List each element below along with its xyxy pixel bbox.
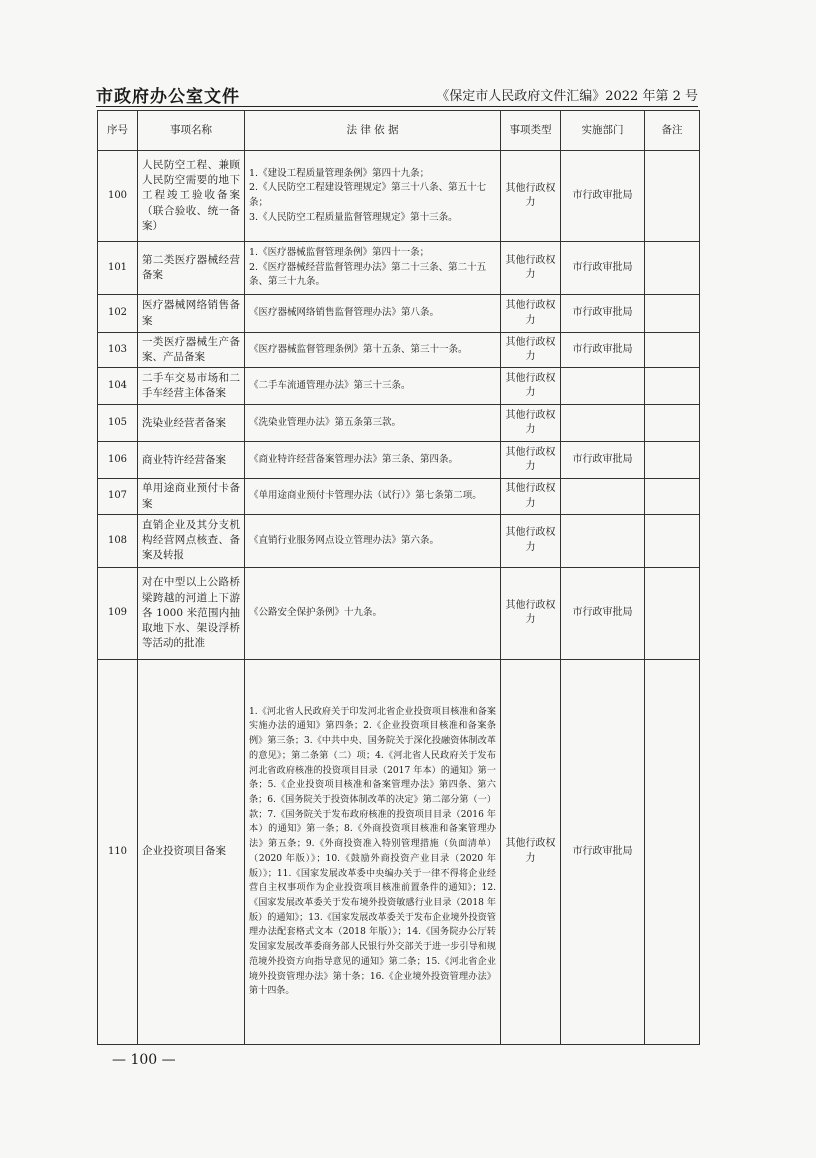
item-name: 一类医疗器械生产备案、产品备案 <box>138 333 245 368</box>
table-row <box>98 514 700 567</box>
row-number: 106 <box>98 442 138 479</box>
basis-line: 《洗染业管理办法》第五条第三款。 <box>249 417 402 429</box>
col-header-type: 事项类型 <box>501 111 561 151</box>
table-row <box>98 479 700 514</box>
table-row <box>98 368 700 405</box>
legal-basis <box>245 514 501 567</box>
remark <box>645 333 700 368</box>
table-header-row <box>98 111 700 151</box>
page-header <box>96 82 698 107</box>
row-number: 102 <box>98 295 138 333</box>
item-name: 单用途商业预付卡备案 <box>138 479 245 514</box>
item-type: 其他行政权力 <box>501 242 561 295</box>
legal-basis: 1.《河北省人民政府关于印发河北省企业投资项目核准和备案实施办法的通知》第四条；2.《企业投资项目核准和备案条例》第三条；3.《中共中央、国务院关于深化投融资体制改革的意见》；第二条第（二）项；4.《河北省人民政府关于发布河北省政府核准的投资项目目录（2017 年本）的通知》第一条；5.《企业投资项目核准和备案管理办法》第四条、第六条；6.《国务院关于投资体制改革的决定》第二部分第（一）款；7.《国务院关于发布政府核准的投资项目目录（2016 年本）的通知》第一条；8.《外商投资项目核准和备案管理办法》第五条；9.《外商投资准入特别管理措施（负面清单）（2020 年版）》；10.《鼓励外商投资产业目录（2020 年版）》；11.《国家发展改革委中央编办关于一律不得将企业经营自主权事项作为企业投资项目核准前置条件的通知》；12.《国家发展改革委关于发布境外投资敏感行业目录（2018 年版）的通知》；13.《国家发展改革委关于发布企业境外投资管理办法配套格式文本（2018 年版）》；14.《国务院办公厅转发国家发展改革委商务部人民银行外交部关于进一步引导和规范境外投资方向指导意见的通知》第二条；15.《河北省企业境外投资管理办法》第十条；16.《企业境外投资管理办法》第十四条。 <box>245 659 501 1044</box>
basis-line: 《直销行业服务网点设立管理办法》第六条。 <box>249 534 440 546</box>
basis-line: 《医疗器械网络销售监督管理办法》第八条。 <box>249 307 440 319</box>
table-row <box>98 442 700 479</box>
remark <box>645 442 700 479</box>
item-type: 其他行政权力 <box>501 479 561 514</box>
remark <box>645 514 700 567</box>
basis-line: 《医疗器械监督管理条例》第十五条、第三十一条。 <box>249 343 468 355</box>
department: 市行政审批局 <box>561 659 645 1044</box>
table-row <box>98 242 700 295</box>
department <box>561 405 645 442</box>
item-name: 企业投资项目备案 <box>138 659 245 1044</box>
basis-line: 《二手车流通管理办法》第三十三条。 <box>249 380 411 392</box>
legal-basis <box>245 242 501 295</box>
remark <box>645 479 700 514</box>
table-row <box>98 151 700 242</box>
remark <box>645 151 700 242</box>
remark <box>645 405 700 442</box>
department: 市行政审批局 <box>561 567 645 659</box>
legal-basis <box>245 333 501 368</box>
table-row <box>98 405 700 442</box>
item-type: 其他行政权力 <box>501 151 561 242</box>
item-type: 其他行政权力 <box>501 442 561 479</box>
header-title: 市政府办公室文件 <box>96 87 240 107</box>
basis-line: 1.《建设工程质量管理条例》第四十九条； <box>249 167 430 179</box>
item-type: 其他行政权力 <box>501 514 561 567</box>
item-type: 其他行政权力 <box>501 333 561 368</box>
item-type: 其他行政权力 <box>501 405 561 442</box>
department <box>561 368 645 405</box>
department: 市行政审批局 <box>561 333 645 368</box>
item-name: 商业特许经营备案 <box>138 442 245 479</box>
legal-basis <box>245 368 501 405</box>
row-number: 105 <box>98 405 138 442</box>
item-name: 第二类医疗器械经营备案 <box>138 242 245 295</box>
col-header-name: 事项名称 <box>138 111 245 151</box>
legal-basis <box>245 567 501 659</box>
department: 市行政审批局 <box>561 442 645 479</box>
row-number: 101 <box>98 242 138 295</box>
item-type: 其他行政权力 <box>501 659 561 1044</box>
legal-basis <box>245 405 501 442</box>
page-number: — 100 — <box>112 1052 176 1068</box>
item-name: 人民防空工程、兼顾人民防空需要的地下工程竣工验收备案（联合验收、统一备案） <box>138 151 245 242</box>
basis-line: 2.《人民防空工程建设管理规定》第三十八条、第五十七条； <box>249 182 487 208</box>
row-number: 107 <box>98 479 138 514</box>
remark <box>645 295 700 333</box>
row-number: 110 <box>98 659 138 1044</box>
basis-line: 1.《医疗器械监督管理条例》第四十一条； <box>249 246 430 258</box>
department: 市行政审批局 <box>561 295 645 333</box>
remark <box>645 368 700 405</box>
basis-line: 《单用途商业预付卡管理办法（试行）》第七条第二项。 <box>249 490 482 502</box>
basis-line: 《公路安全保护条例》十九条。 <box>249 607 383 619</box>
item-type: 其他行政权力 <box>501 368 561 405</box>
item-name: 直销企业及其分支机构经营网点核查、备案及转报 <box>138 514 245 567</box>
department <box>561 479 645 514</box>
row-number: 103 <box>98 333 138 368</box>
basis-line: 3.《人民防空工程质量监督管理规定》第十三条。 <box>249 211 458 223</box>
row-number: 109 <box>98 567 138 659</box>
row-number: 100 <box>98 151 138 242</box>
row-number: 108 <box>98 514 138 567</box>
department: 市行政审批局 <box>561 242 645 295</box>
department: 市行政审批局 <box>561 151 645 242</box>
header-publication: 《保定市人民政府文件汇编》2022 年第 2 号 <box>436 89 698 104</box>
remark <box>645 659 700 1044</box>
col-header-remark: 备注 <box>645 111 700 151</box>
legal-basis <box>245 442 501 479</box>
table-row <box>98 295 700 333</box>
header-rule <box>96 106 698 107</box>
col-header-number: 序号 <box>98 111 138 151</box>
remark <box>645 567 700 659</box>
item-type: 其他行政权力 <box>501 295 561 333</box>
department <box>561 514 645 567</box>
item-name: 二手车交易市场和二手车经营主体备案 <box>138 368 245 405</box>
legal-basis <box>245 479 501 514</box>
item-name: 医疗器械网络销售备案 <box>138 295 245 333</box>
legal-basis <box>245 295 501 333</box>
col-header-basis: 法 律 依 据 <box>245 111 501 151</box>
col-header-dept: 实施部门 <box>561 111 645 151</box>
remark <box>645 242 700 295</box>
item-type: 其他行政权力 <box>501 567 561 659</box>
legal-basis <box>245 151 501 242</box>
item-name: 洗染业经营者备案 <box>138 405 245 442</box>
row-number: 104 <box>98 368 138 405</box>
table-row <box>98 659 700 1044</box>
items-table <box>97 110 700 1045</box>
table-row <box>98 333 700 368</box>
item-name: 对在中型以上公路桥梁跨越的河道上下游各 1000 米范围内抽取地下水、架设浮桥等活动的批准 <box>138 567 245 659</box>
table-row <box>98 567 700 659</box>
basis-line: 2.《医疗器械经营监督管理办法》第二十三条、第二十五条、第三十九条。 <box>249 261 487 288</box>
basis-line: 《商业特许经营备案管理办法》第三条、第四条。 <box>249 454 459 466</box>
